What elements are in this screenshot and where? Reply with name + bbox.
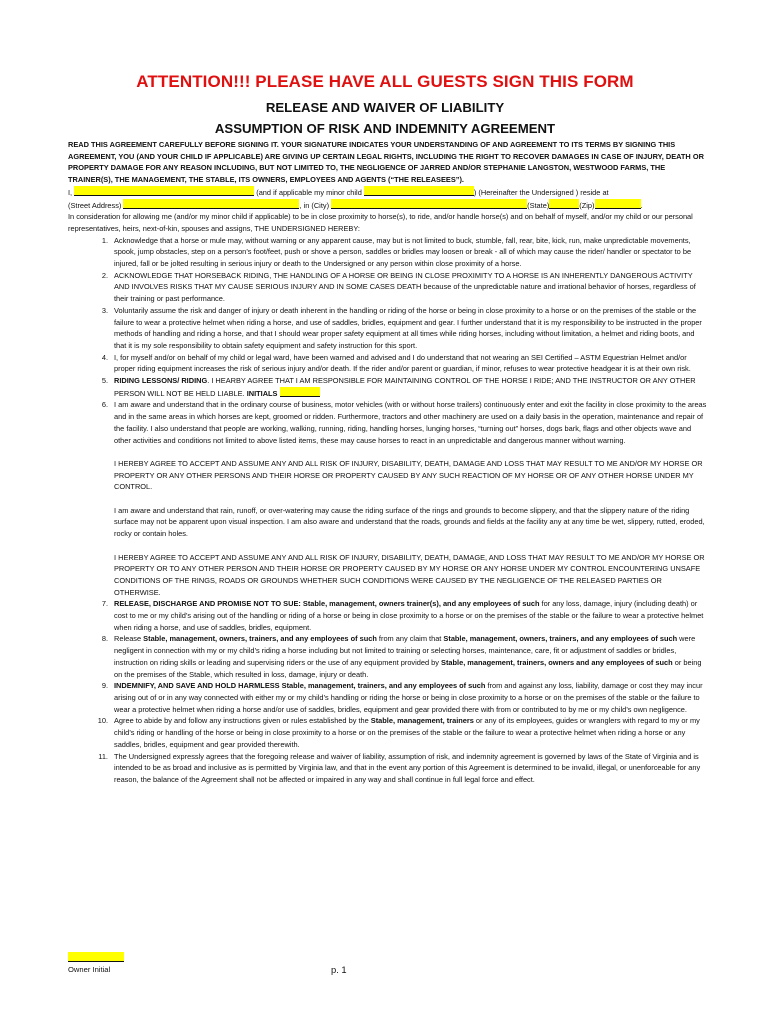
consideration-paragraph: In consideration for allowing me (and/or my minor child if applicable) to be in close proximity to horse(s), to ride, and/or handle horse(s) and on behalf of myself, and/or my child or our personal representatives, heirs, next-of-kin, spouses and assigns, THE UNDERSIGNED HEREBY: [68, 212, 693, 233]
minor-child-field[interactable] [364, 186, 474, 196]
fill-in-period: . [640, 200, 643, 210]
item-text: Agree to abide by and follow any instructions given or rules established by the [114, 716, 371, 726]
attention-heading: ATTENTION!!! PLEASE HAVE ALL GUESTS SIGN THIS FORM [136, 72, 634, 91]
item-text: from any claim that [376, 634, 444, 644]
item-bold-text: Stable, management, owners, trainers, and any employees of such [443, 634, 678, 644]
item-text: Acknowledge that a horse or mule may, without warning or any apparent cause, may but is not limited to buck, stumble, fall, rear, bite, kick, run, make unpredictable movements, spook, jump obstacles, step on a person’s foot/feet, push or shove a person, saddles or bridles may loosen or break - all of which may cause the rider/ handler or spectator to be injured, fall or be jolted resulting in serious injury or death to the Undersigned or any person within close proximity of a horse. [114, 235, 692, 269]
document-subtitle: ASSUMPTION OF RISK AND INDEMNITY AGREEMENT [214, 121, 556, 136]
street-address-label: (Street Address) [68, 200, 122, 210]
item-text: I, for myself and/or on behalf of my child or legal ward, have been warned and advised and I do understand that not wearing an SEI Certified – ASTM Equestrian Helmet and/or proper riding equipment increases the risk of serious injury and/or death. If the rider and/or parent or guardian, if minor, refuses to wear protective headgear it is at their own risk. [114, 352, 691, 374]
item-bold-lead: RIDING LESSONS/ RIDING [114, 376, 208, 386]
riding-surface-paragraph: I am aware and understand that rain, runoff, or over-watering may cause the riding surface of the rings and grounds to become slippery, and that the slippery nature of the riding surface may not be apparent upon visual inspection. I am also aware and understand that the roads, grounds and fields at the facility any at any time be wet, slippery, rutted, eroded, rocky or contain holes. [114, 505, 705, 539]
item-number: 8. [101, 634, 108, 644]
list-item [68, 375, 708, 399]
name-field[interactable] [74, 186, 254, 196]
initials-label: INITIALS [246, 388, 278, 398]
zip-field[interactable] [595, 199, 641, 209]
numbered-list-1 [68, 235, 708, 447]
list-item [68, 399, 708, 446]
initials-field[interactable] [280, 387, 320, 397]
item-text: or any of its employees, guides or wranglers with regard to my or my child’s riding or handling of the horse or being in close proximity to a horse or on the premises of the stable or the failure to wear a protective helmet when riding a horse or any saddles, bridles, equipment and gear provided therewith. [114, 716, 700, 749]
assume-risk-paragraph-2: I HEREBY AGREE TO ACCEPT AND ASSUME ANY AND ALL RISK OF INJURY, DISABILITY, DEATH, DAMAGE, AND LOSS THAT MAY RESULT TO ME AND/OR MY HORSE OR PROPERTY OR TO ANY OTHER PERSON AND THEIR HORSE OR PROPERTY CAUSED BY MY HORSE OR ANY HORSE UNDER MY CONTROL ENCOUNTERING UNSAFE CONDITIONS OF THE RINGS, ROADS OR GROUNDS WHETHER SUCH CONDITIONS WERE CAUSED BY THE NEGLIGENCE OF THE RELEASED PARTIES OR OTHERWISE. [114, 552, 705, 597]
fill-in-line-1 [68, 186, 708, 199]
i-label: I, [68, 187, 73, 197]
owner-initial-label: Owner Initial [68, 965, 111, 974]
item-number: 10. [97, 716, 108, 726]
waiver-body [68, 139, 708, 786]
city-label: , in (City) [299, 200, 330, 210]
item-text: Release [114, 634, 144, 644]
item-number: 1. [101, 235, 108, 245]
owner-initial-field[interactable] [68, 952, 124, 962]
item-bold-text: INDEMNIFY, AND SAVE AND HOLD HARMLESS Stable, management, trainers, and any employees of such [114, 681, 486, 691]
list-item [68, 633, 708, 680]
item-number: 6. [101, 400, 108, 410]
item-number: 9. [101, 681, 108, 691]
item-number: 2. [101, 270, 108, 280]
item-text: ACKNOWLEDGE THAT HORSEBACK RIDING, THE HANDLING OF A HORSE OR BEING IN CLOSE PROXIMITY TO A HORSE IS AN INHERENTLY DANGEROUS ACTIVITY AND INVOLVES RISKS THAT MY CAUSE SERIOUS INJURY AND IN SOME CASES DEATH because of the unpredictable nature and irrational behavior of horses, regardless of their training or past performance. [114, 270, 696, 304]
item-text: The Undersigned expressly agrees that the foregoing release and waiver of liability, assumption of risk, and indemnity agreement is governed by laws of the State of Virginia and is intended to be as broad and inclusive as is permitted by Virginia law, and that in the event any portion of this Agreement is determined to be invalid, illegal, or unenforceable for any reason, the balance of the Agreement shall not be affected or impaired in any way and shall continue in full legal force and effect. [114, 751, 701, 784]
item-number: 11. [98, 751, 108, 761]
document-title: RELEASE AND WAIVER OF LIABILITY [265, 100, 505, 115]
item-number: 4. [101, 352, 108, 362]
state-label: (State) [527, 200, 550, 210]
list-item [68, 598, 708, 633]
numbered-list-2 [68, 598, 708, 785]
item-bold-text: Stable, management, trainers [370, 716, 474, 726]
item-text: . I HEARBY AGREE THAT I AM RESPONSIBLE FOR MAINTAINING CONTROL OF THE HORSE I RIDE; AND THE INSTRUCTOR OR ANY OTHER PERSON WILL NOT BE HELD LIABLE. [114, 376, 696, 398]
item-text: Voluntarily assume the risk and danger of injury or death inherent in the handling or riding of the horse or being in close proximity to a horse or on the premises of the stable or the failure to wear a protective helmet when riding a horse, and use of saddles, bridles, equipment and gear. I further understand that it is my responsibility to be instructed in the proper methods of handling and riding a horse, and that I should wear proper safety equipment at all times while riding horses, including without limitation, a helmet and riding boots, and that it is my sole responsibility to obtain safety equipment and safety instruction for this sport. [114, 305, 702, 350]
minor-child-label: (and if applicable my minor child [256, 187, 362, 197]
item-text: for any loss, damage, injury (including death) or cost to me or my child’s arising out of the handling or riding of a horse or being in close proximity to a horse or on the premises of the stable or the failure to wear a protective helmet when riding a horse, and use of saddles, bridles, equipment. [114, 599, 704, 632]
hereinafter-label: ) (Hereinafter the Undersigned ) reside at [473, 187, 609, 197]
item-bold-text: Stable, management, owners, trainers, and any employees of such [143, 634, 377, 644]
intro-paragraph: READ THIS AGREEMENT CAREFULLY BEFORE SIGNING IT. YOUR SIGNATURE INDICATES YOUR UNDERSTANDING OF AND AGREEMENT TO ITS TERMS BY SIGNING THIS AGREEMENT, YOU (AND YOUR CHILD IF APPLICABLE) ARE GIVING UP CERTAIN LEGAL RIGHTS, INCLUDING THE RIGHT TO RECOVER DAMAGES IN CASE OF INJURY, DEATH OR PROPERTY DAMAGE FOR ANY REASON INCLUDING, BUT NOT LIMITED TO, THE NEGLIGENCE OF JARRED AND/OR STEPHANIE LANGSTON, WESTWOOD FARMS, THE TRAINER(S), THE MANAGEMENT, THE STABLE, ITS OWNERS, EMPLOYEES AND AGENTS (“THE RELEASEES”). [68, 140, 704, 185]
item-number: 5. [101, 376, 108, 386]
item-text: or being on the premises of the Stable, which resulted in loss, damage, injury or death. [114, 657, 702, 679]
fill-in-line-2 [68, 199, 708, 212]
list-item [68, 352, 708, 375]
city-field[interactable] [331, 199, 527, 209]
list-item [68, 751, 708, 786]
item-bold-text: RELEASE, DISCHARGE AND PROMISE NOT TO SUE: Stable, management, owners trainer(s), and any employees of such [114, 599, 540, 609]
page-number: p. 1 [331, 964, 347, 975]
item-text: were negligent in connection with my or my child’s riding a horse including but not limited to training or selecting horses, maintenance, care, fit or adjustment of saddles or bridles, instruction on riding skills or leading and supervising riders or the use of any equipment provided by [114, 634, 696, 667]
list-item [68, 270, 708, 305]
item-number: 3. [101, 305, 108, 315]
item-text: I am aware and understand that in the ordinary course of business, motor vehicles (with or without horse trailers) continuously enter and exit the facility in close proximity to the areas and in the same areas in which horses are kept, groomed or ridden. Furthermore, tractors and other machinery are used on a daily basis in the operation, maintenance and repair of the facility. I also understand that people are working, walking, running, riding, handling horses, lunging horses, “turning out” horses, dogs bark, flags and other objects wave and other activities and conditions not limited to above listed items, these may cause horses to react in an unpredictable and dangerous manner without warning. [114, 400, 707, 445]
list-item [68, 680, 708, 715]
item-text: from and against any loss, liability, damage or cost they may incur arising out of or in any way connected with either my or my child’s handling or riding the horse or being in close proximity to a horse or on the premises of the stable or the failure to wear a protective helmet when riding a horse and/or use of saddles, bridles, equipment and gear provided there with from or contributed to by me or my child’s own negligence. [114, 681, 703, 714]
state-field[interactable] [549, 199, 579, 209]
item-number: 7. [101, 599, 108, 609]
assume-risk-paragraph-1: I HEREBY AGREE TO ACCEPT AND ASSUME ANY AND ALL RISK OF INJURY, DISABILITY, DEATH, DAMAGE AND LOSS THAT MAY RESULT TO ME AND/OR MY HORSE OR PROPERTY OR ANY OTHER PERSONS AND THEIR HORSE OR PROPERTY CAUSED BY ANY SUCH REACTION OF MY HORSE OR OF ANY OTHER HORSE UNDER MY CONTROL. [114, 458, 703, 492]
list-item [68, 715, 708, 750]
list-item [68, 305, 708, 352]
list-item [68, 235, 708, 270]
zip-label: (Zip) [579, 200, 595, 210]
street-address-field[interactable] [123, 199, 299, 209]
item-bold-text: Stable, management, trainers, owners and any employees of such [441, 657, 673, 667]
